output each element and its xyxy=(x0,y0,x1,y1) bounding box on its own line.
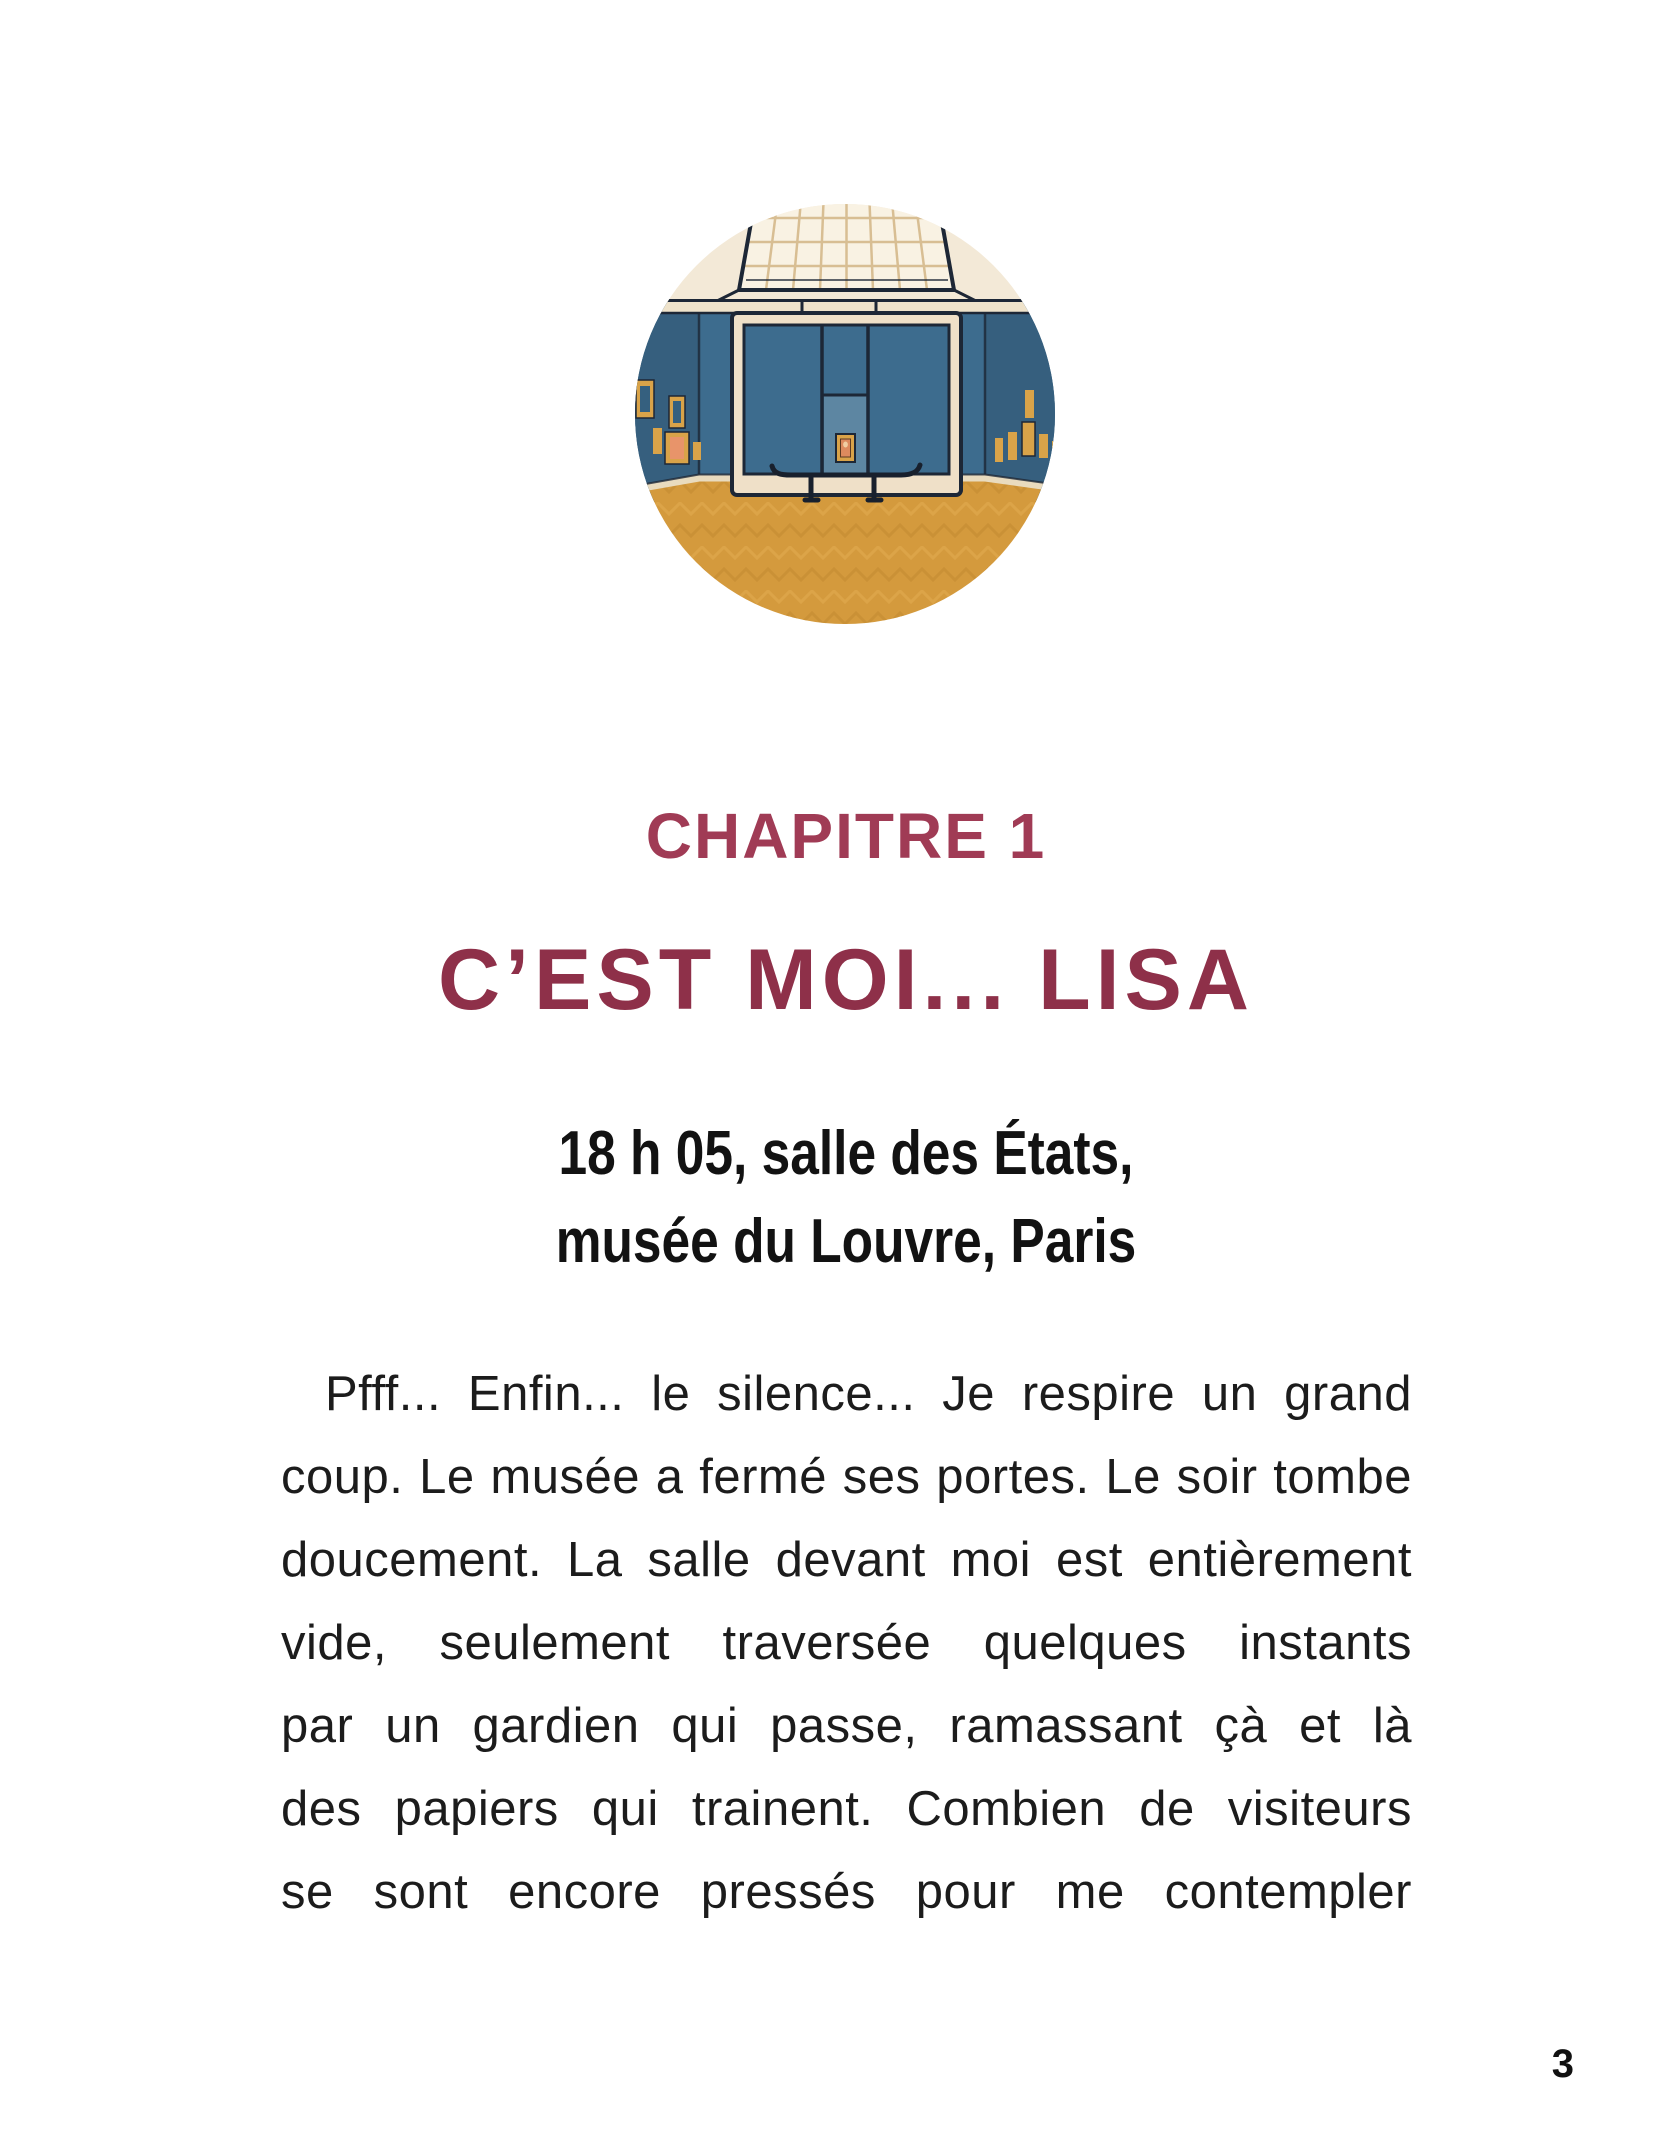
body-line: vide, seulement traversée quelques instants xyxy=(281,1616,1412,1670)
body-line: se sont encore pressés pour me contempler xyxy=(281,1865,1412,1919)
body-line: par un gardien qui passe, ramassant çà et là xyxy=(281,1699,1412,1753)
body-paragraph xyxy=(281,1353,1412,1934)
skylight xyxy=(713,194,980,303)
display-wall xyxy=(732,302,961,495)
page-number: 3 xyxy=(1551,2042,1574,2086)
body-line: doucement. La salle devant moi est entièrement xyxy=(281,1533,1412,1587)
museum-room-illustration xyxy=(625,194,1065,634)
parquet-floor xyxy=(625,475,1065,635)
body-line: des papiers qui trainent. Combien de visiteurs xyxy=(281,1782,1412,1836)
body-line: coup. Le musée a fermé ses portes. Le soir tombe xyxy=(281,1450,1412,1504)
chapter-subtitle xyxy=(376,1110,1316,1286)
chapter-illustration xyxy=(625,194,1065,634)
mona-lisa-painting xyxy=(836,434,855,462)
chapter-kicker: CHAPITRE 1 xyxy=(645,800,1047,872)
subtitle-line-1: 18 h 05, salle des États, xyxy=(558,1119,1134,1188)
chapter-title: C’EST MOI... LISA xyxy=(437,932,1255,1028)
subtitle-line-2: musée du Louvre, Paris xyxy=(555,1207,1137,1276)
body-line: Pfff... Enfin... le silence... Je respire un grand xyxy=(325,1367,1412,1421)
